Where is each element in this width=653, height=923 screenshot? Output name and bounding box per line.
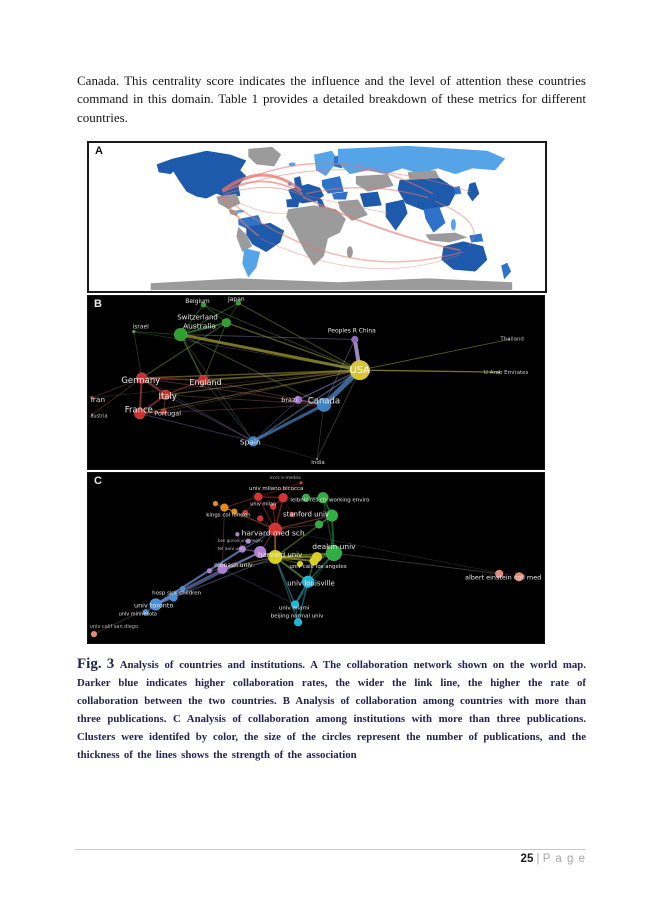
panel-c-label: C (94, 475, 102, 487)
figure-caption-text: Analysis of countries and institutions. A The collaboration network shown on the world map. Darker blue indicates higher collaboration rates, the wider the link line, the higher the rate of collaboration between the two countries. B Analysis of collaboration among countries with more than three publications. C Analysis of collaboration among institutions with more than three publications. Clusters were identifed by color, the size of the circles represent the number of publications, and the thickness of the lines shows the strength of the association (77, 659, 586, 761)
panel-a-label: A (95, 145, 103, 157)
node-label: iran (90, 394, 106, 404)
body-paragraph: Canada. This centrality score indicates the influence and the level of attention these countries command in this domain. Table 1 provides a detailed breakdown of these metrics for different countries. (77, 73, 586, 125)
network-edge (203, 323, 226, 380)
node-label: Italy (158, 390, 177, 401)
node-label: harvard univ (258, 551, 303, 560)
network-node (351, 336, 358, 343)
network-edge (181, 335, 360, 371)
node-label: hosp sick children (152, 590, 202, 597)
network-node (257, 516, 263, 522)
node-label: brazil (281, 395, 299, 404)
map-country-shape (441, 241, 487, 271)
node-label: irccs e medea (269, 475, 301, 481)
map-country-shape (286, 205, 346, 265)
network-edge (222, 569, 295, 605)
figure-3 (87, 141, 547, 644)
network-node (254, 493, 262, 501)
map-country-shape (469, 234, 483, 243)
map-country-shape (322, 176, 344, 194)
map-country-shape (151, 278, 512, 290)
institution-network-svg (88, 473, 544, 643)
map-country-shape (398, 178, 458, 211)
map-country-shape (242, 248, 260, 277)
network-node (91, 631, 97, 637)
node-label: Peoples R China (327, 327, 376, 335)
figure-panel-b (87, 295, 545, 470)
network-node (207, 568, 212, 573)
node-label: monash univ (214, 561, 253, 569)
page-number-word: P a g e (542, 853, 586, 865)
map-country-shape (424, 207, 446, 232)
node-label: Canada (307, 395, 341, 406)
node-label: univ calif san diego (89, 624, 139, 631)
node-label: univ louisville (287, 579, 335, 588)
map-country-shape (347, 246, 353, 258)
figure-panel-a (87, 141, 547, 293)
map-country-shape (332, 192, 348, 200)
node-label: Belgium (185, 297, 210, 305)
node-label: kings col london (206, 512, 251, 519)
country-network-svg (88, 296, 544, 469)
node-label: univ calif los angeles (289, 563, 347, 570)
node-label: Australia (182, 321, 217, 331)
node-label: albert einstein coll med (465, 573, 542, 582)
node-label: U Arab Emirates (483, 370, 529, 377)
node-label: israel (132, 323, 149, 331)
network-edge (253, 441, 317, 459)
node-label: India (311, 460, 325, 467)
figure-panel-c (87, 472, 545, 644)
network-node (315, 520, 323, 528)
panel-b-label: B (94, 298, 102, 310)
map-country-shape (451, 219, 456, 231)
node-label: harvard med sch (241, 528, 305, 538)
network-edge (134, 332, 142, 378)
figure-caption-label: Fig. 3 (77, 656, 115, 672)
node-label: univ toronto (134, 601, 174, 610)
footer-divider (75, 849, 586, 850)
node-label: leibniz res ctr working enviro (290, 497, 370, 504)
node-label: univ milano bicocca (249, 485, 304, 492)
node-label: deakin univ (312, 542, 356, 552)
map-country-shape (286, 199, 300, 208)
node-label: Switzerland (177, 313, 218, 322)
network-edge (317, 370, 360, 459)
network-edge (253, 405, 324, 442)
figure-caption (77, 655, 586, 763)
network-edge (334, 553, 499, 574)
page-number-separator: | (536, 853, 540, 865)
node-label: France (124, 404, 153, 415)
node-label: beijing normal univ (270, 613, 324, 620)
map-country-shape (360, 192, 382, 208)
node-label: England (189, 377, 222, 387)
node-label: univ minnesota (118, 611, 157, 618)
node-label: stanford univ (283, 510, 330, 519)
node-label: Thailand (500, 336, 524, 343)
node-label: univ milan (250, 501, 277, 508)
map-country-shape (501, 263, 511, 280)
node-label: Germany (121, 375, 161, 385)
node-label: USA (349, 365, 371, 377)
network-edge (360, 370, 499, 372)
node-label: Spain (239, 437, 261, 447)
network-node (213, 501, 218, 506)
network-node (300, 481, 303, 484)
node-label: austria (90, 413, 108, 420)
node-label: ben gurion univ negev (217, 538, 263, 544)
network-node (294, 618, 302, 626)
map-country-shape (248, 147, 281, 166)
map-country-shape (246, 223, 284, 252)
node-label: tel aviv univ (217, 547, 246, 553)
page-number-value: 25 (520, 853, 534, 865)
network-edge (360, 339, 509, 370)
network-node (235, 532, 239, 536)
map-country-shape (426, 233, 468, 243)
network-edge (203, 380, 253, 441)
page-number (521, 853, 586, 865)
node-label: Portugal (154, 409, 182, 418)
network-edge (140, 414, 254, 442)
network-node (222, 318, 231, 327)
node-label: univ miami (278, 605, 310, 612)
map-country-shape (386, 199, 408, 230)
node-label: Japan (228, 296, 245, 303)
network-node (279, 493, 288, 502)
network-node (220, 504, 228, 512)
world-map-svg (89, 143, 545, 291)
